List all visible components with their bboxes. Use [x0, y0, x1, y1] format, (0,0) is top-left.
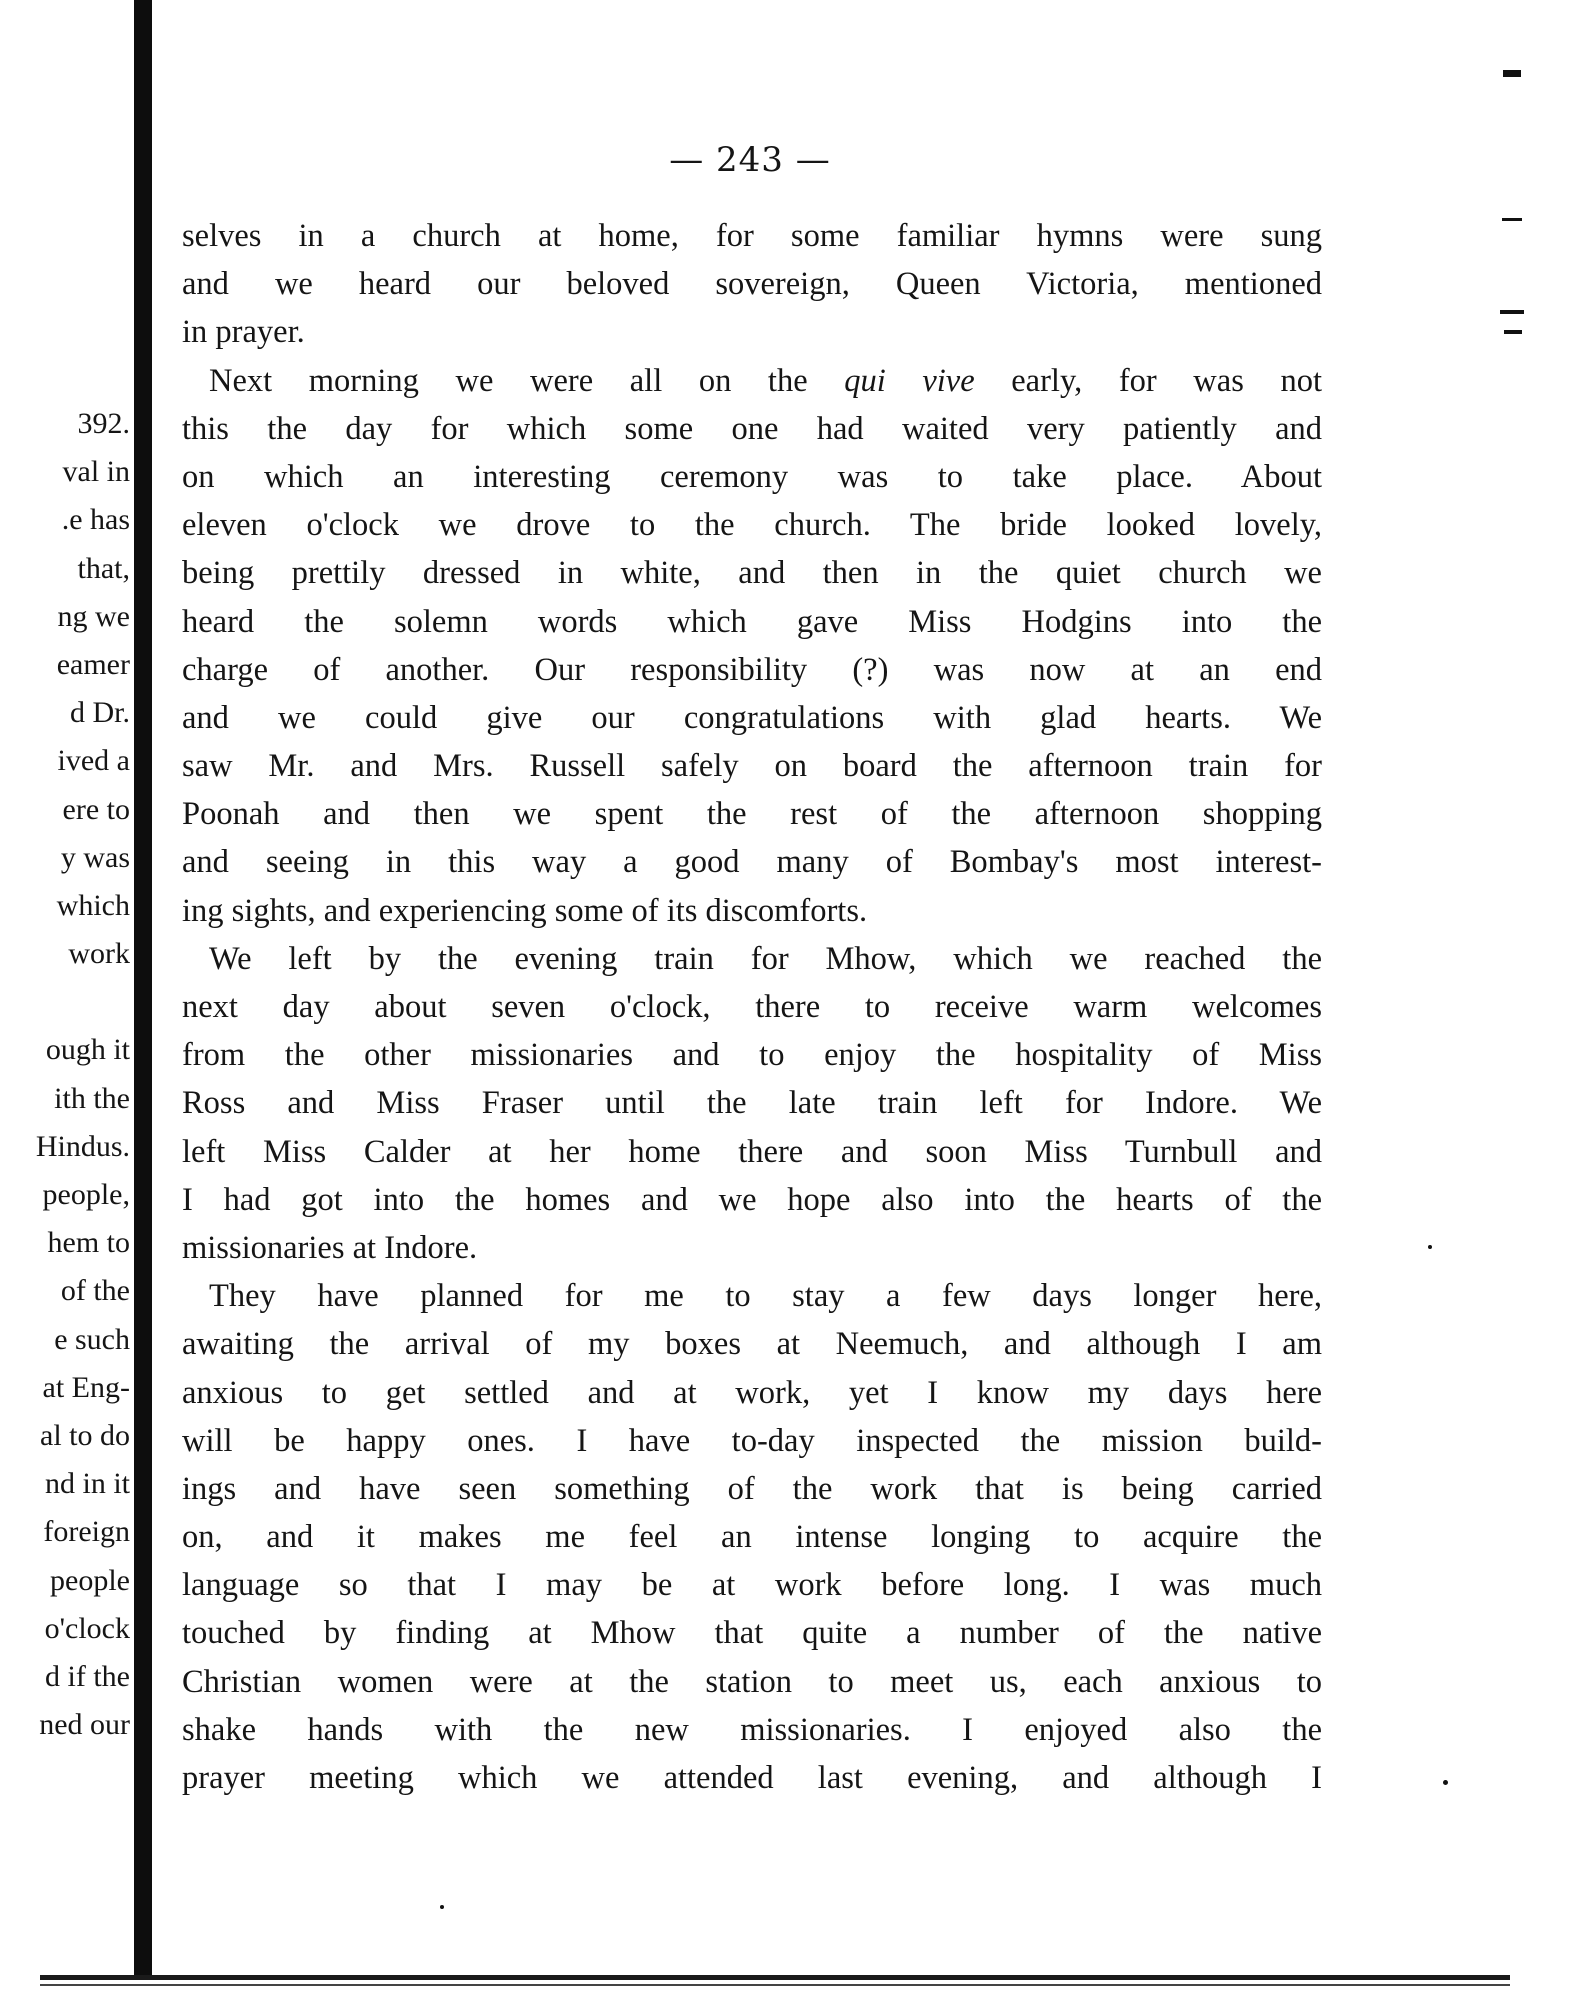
scan-dot	[440, 1905, 444, 1909]
scan-mark	[1500, 310, 1524, 314]
text-line: this the day for which some one had waited very patiently and	[182, 410, 1322, 447]
margin-fragment: d if the	[45, 1659, 130, 1693]
margin-fragment: people,	[42, 1178, 130, 1211]
text-line: They have planned for me to stay a few days longer here,	[209, 1278, 1322, 1315]
text-line: anxious to get settled and at work, yet I know my days here	[182, 1374, 1322, 1411]
text-line: language so that I may be at work before long. I was much	[182, 1567, 1322, 1604]
margin-fragment: y was	[60, 840, 130, 874]
margin-fragment: that,	[77, 551, 130, 585]
margin-fragment: at Eng-	[42, 1370, 130, 1404]
text-line: We left by the evening train for Mhow, which we reached the	[209, 940, 1322, 977]
margin-fragment: people	[50, 1563, 130, 1597]
margin-fragment: ng we	[57, 599, 130, 633]
text-line: left Miss Calder at her home there and soon Miss Turnbull and	[182, 1133, 1322, 1170]
margin-fragment: e such	[54, 1322, 130, 1356]
text-line: on, and it makes me feel an intense longing to acquire the	[182, 1519, 1322, 1556]
margin-fragment: foreign	[43, 1515, 130, 1549]
bottom-rule-thin	[40, 1984, 1510, 1986]
margin-fragment: d Dr.	[70, 696, 130, 730]
margin-fragment: .e has	[61, 503, 130, 537]
text-line: Poonah and then we spent the rest of the afternoon shopping	[182, 796, 1322, 833]
margin-fragment: eamer	[56, 647, 130, 681]
margin-fragment: al to do	[40, 1418, 130, 1452]
margin-fragment: o'clock	[44, 1611, 130, 1645]
margin-fragment: ned our	[39, 1708, 130, 1742]
margin-fragment: hem to	[47, 1226, 130, 1260]
text-line: ing sights, and experiencing some of its discomforts.	[182, 892, 868, 929]
text-line: selves in a church at home, for some familiar hymns were sung	[182, 218, 1322, 254]
text-line: being prettily dressed in white, and then in the quiet church we	[182, 555, 1322, 592]
binding-shadow	[134, 0, 152, 1975]
italic-phrase: qui vive	[844, 362, 975, 399]
scan-mark	[1502, 218, 1522, 221]
margin-fragment: work	[68, 937, 130, 971]
text-line: from the other missionaries and to enjoy the hospitality of Miss	[182, 1037, 1322, 1074]
text-line: heard the solemn words which gave Miss Hodgins into the	[182, 603, 1322, 640]
scan-dot	[1428, 1245, 1432, 1249]
margin-fragment: val in	[62, 455, 130, 489]
text-line: missionaries at Indore.	[182, 1229, 478, 1266]
text-line: saw Mr. and Mrs. Russell safely on board the afternoon train for	[182, 748, 1322, 785]
text-line: eleven o'clock we drove to the church. The bride looked lovely,	[182, 507, 1322, 544]
facing-page-margin	[0, 400, 130, 1749]
text-line: will be happy ones. I have to-day inspected the mission build-	[182, 1422, 1322, 1459]
text-line: I had got into the homes and we hope also into the hearts of the	[182, 1181, 1322, 1218]
text-line: charge of another. Our responsibility (?) was now at an end	[182, 651, 1322, 688]
bottom-rule	[40, 1975, 1510, 1980]
text-line: shake hands with the new missionaries. I enjoyed also the	[182, 1711, 1322, 1748]
text-line: Ross and Miss Fraser until the late train left for Indore. We	[182, 1085, 1322, 1122]
text-line: and seeing in this way a good many of Bombay's most interest-	[182, 844, 1322, 881]
scan-mark	[1503, 70, 1521, 77]
text-line: Christian women were at the station to meet us, each anxious to	[182, 1663, 1322, 1700]
margin-fragment: nd in it	[44, 1467, 130, 1501]
text-line: next day about seven o'clock, there to receive warm welcomes	[182, 989, 1322, 1025]
text-segment: Next morning we were all on the	[209, 362, 845, 399]
text-line: in prayer.	[182, 314, 305, 351]
scan-mark	[1504, 330, 1522, 334]
margin-fragment: ith the	[54, 1081, 130, 1115]
text-line: ings and have seen something of the work that is being carried	[182, 1470, 1322, 1507]
margin-fragment: Hindus.	[35, 1129, 130, 1163]
text-line: and we heard our beloved sovereign, Queen Victoria, mentioned	[182, 266, 1322, 303]
margin-fragment: of the	[60, 1274, 130, 1308]
margin-fragment	[0, 978, 130, 1026]
text-segment: early, for was not	[974, 362, 1322, 399]
text-line: touched by finding at Mhow that quite a number of the native	[182, 1615, 1322, 1652]
text-line: on which an interesting ceremony was to take place. About	[182, 458, 1322, 495]
body-text	[182, 212, 1322, 1802]
text-line: and we could give our congratulations with glad hearts. We	[182, 699, 1322, 736]
page-number: — 243 —	[669, 140, 831, 180]
margin-fragment: ived a	[57, 744, 130, 778]
text-line: awaiting the arrival of my boxes at Neemuch, and although I am	[182, 1326, 1322, 1363]
scan-dot	[1443, 1780, 1448, 1785]
margin-fragment: ough it	[45, 1033, 130, 1067]
margin-fragment: 392.	[77, 407, 130, 440]
margin-fragment: ere to	[62, 792, 130, 826]
text-line	[182, 357, 1322, 405]
text-line: prayer meeting which we attended last evening, and although I	[182, 1760, 1322, 1796]
margin-fragment: which	[56, 888, 130, 922]
